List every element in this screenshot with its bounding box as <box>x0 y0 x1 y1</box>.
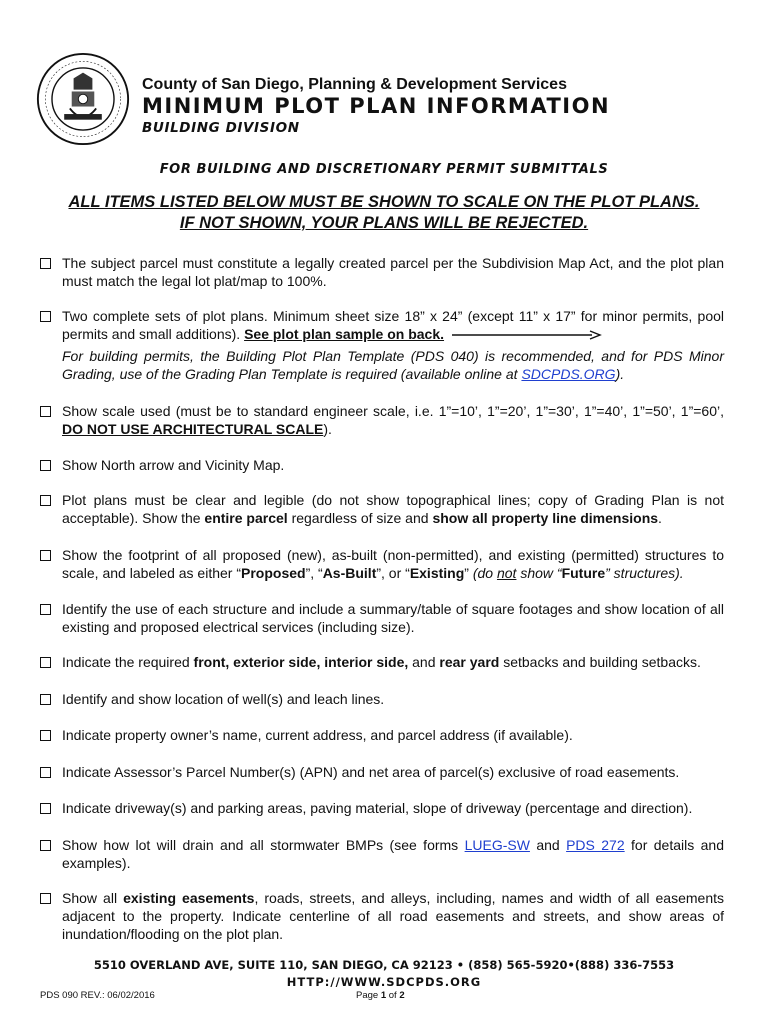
checklist-item-setbacks: Indicate the required front, exterior side, interior side, and rear yard setbacks and building setbacks. <box>40 653 724 671</box>
footer-address: 5510 OVERLAND AVE, SUITE 110, SAN DIEGO, CA 92123 • (858) 565-5920•(888) 336-7553 <box>93 958 675 972</box>
checkbox-icon[interactable] <box>40 307 56 325</box>
checkbox-icon[interactable] <box>40 836 56 854</box>
warning-line-1: ALL ITEMS LISTED BELOW MUST BE SHOWN TO SCALE ON THE PLOT PLANS. <box>68 193 700 211</box>
checkbox-icon[interactable] <box>40 546 56 564</box>
checkbox-icon[interactable] <box>40 763 56 781</box>
sdcpds-link[interactable]: SDCPDS.ORG <box>521 366 616 382</box>
organization-name: County of San Diego, Planning & Development Services <box>142 76 567 93</box>
warning-line-2: IF NOT SHOWN, YOUR PLANS WILL BE REJECTED. <box>179 214 589 232</box>
checklist-item-legibility: Plot plans must be clear and legible (do not show topographical lines; copy of Grading Plan is not acceptable). Show the entire parcel regardless of size and show all property line dimensions. <box>40 491 724 527</box>
revision-label: PDS 090 REV.: 06/02/2016 <box>40 990 155 1001</box>
checklist-item-structure-use: Identify the use of each structure and include a summary/table of square footages and show location of all existing and proposed electrical services (including size). <box>40 600 724 636</box>
county-seal-logo <box>36 52 130 146</box>
checklist-item-apn: Indicate Assessor’s Parcel Number(s) (APN) and net area of parcel(s) exclusive of road easements. <box>40 763 724 781</box>
sample-on-back-note: See plot plan sample on back. <box>244 326 445 342</box>
checklist-item-plot-plan-sets: Two complete sets of plot plans. Minimum sheet size 18” x 24” (except 11” x 17” for minor permits, pool permits and small additions). See plot plan sample on back. For building permits, the Building Plot Plan Template (PDS 040) is recommended, and for PDS Minor Grading, use of the Grading Plan Template is required (available online at SDCPDS.ORG). <box>40 307 724 383</box>
checkbox-icon[interactable] <box>40 690 56 708</box>
checklist-item-owner: Indicate property owner’s name, current address, and parcel address (if available). <box>40 726 724 744</box>
checkbox-icon[interactable] <box>40 726 56 744</box>
checklist-item-easements: Show all existing easements, roads, streets, and alleys, including, names and width of all easements adjacent to the property. Indicate centerline of all road easements and streets, and show areas of inundation/flooding on the plot plan. <box>40 889 724 943</box>
checkbox-icon[interactable] <box>40 254 56 272</box>
checklist-item-north-arrow: Show North arrow and Vicinity Map. <box>40 456 724 474</box>
page-number: Page 1 of 2 <box>356 990 405 1001</box>
arrow-right-icon <box>452 330 602 340</box>
checklist-item-drainage: Show how lot will drain and all stormwater BMPs (see forms LUEG-SW and PDS 272 for details and examples). <box>40 836 724 872</box>
footer-url[interactable]: HTTP://WWW.SDCPDS.ORG <box>286 975 482 989</box>
lueg-sw-link[interactable]: LUEG-SW <box>464 837 530 853</box>
checklist-item-driveway: Indicate driveway(s) and parking areas, paving material, slope of driveway (percentage and direction). <box>40 799 724 817</box>
division-name: BUILDING DIVISION <box>142 120 300 136</box>
checklist-item-scale: Show scale used (must be to standard engineer scale, i.e. 1”=10’, 1”=20’, 1”=30’, 1”=40’, 1”=50’, 1”=60’, DO NOT USE ARCHITECTURAL SCALE). <box>40 402 724 438</box>
pds-272-link[interactable]: PDS 272 <box>566 837 625 853</box>
checklist-item-structure-footprint: Show the footprint of all proposed (new), as-built (non-permitted), and existing (permitted) structures to scale, and labeled as either “Proposed”, “As-Built”, or “Existing” (do not show “Future” structures). <box>40 546 724 582</box>
checklist-item-legal-parcel: The subject parcel must constitute a legally created parcel per the Subdivision Map Act, and the plot plan must match the legal lot plat/map to 100%. <box>40 254 724 290</box>
checkbox-icon[interactable] <box>40 889 56 907</box>
checkbox-icon[interactable] <box>40 402 56 420</box>
document-title: MINIMUM PLOT PLAN INFORMATION <box>142 94 611 118</box>
checkbox-icon[interactable] <box>40 653 56 671</box>
checkbox-icon[interactable] <box>40 600 56 618</box>
checkbox-icon[interactable] <box>40 799 56 817</box>
checkbox-icon[interactable] <box>40 491 56 509</box>
checkbox-icon[interactable] <box>40 456 56 474</box>
checklist-item-wells: Identify and show location of well(s) and leach lines. <box>40 690 724 708</box>
subheading: FOR BUILDING AND DISCRETIONARY PERMIT SUBMITTALS <box>159 162 609 177</box>
